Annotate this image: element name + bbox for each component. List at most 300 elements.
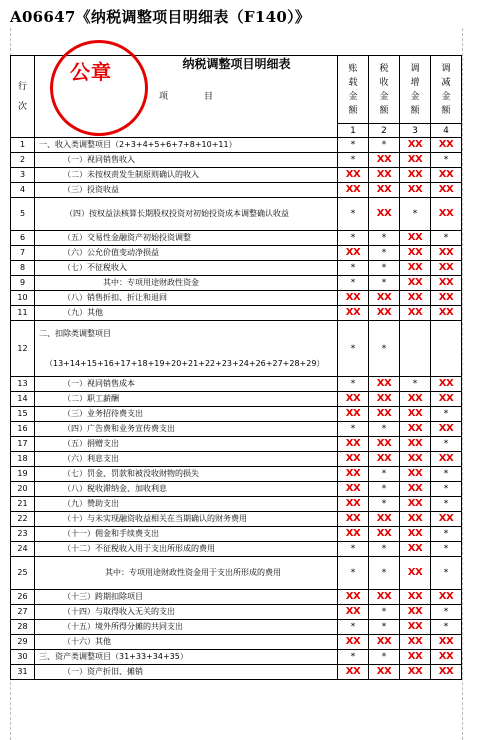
adjust-mark: XX — [438, 636, 454, 647]
row-number: 23 — [11, 527, 35, 542]
row-col-3-mark — [400, 377, 431, 392]
adjust-mark: XX — [407, 453, 423, 464]
table-row — [11, 198, 462, 231]
not-applicable-mark: * — [443, 529, 449, 539]
row-col-3-mark — [400, 590, 431, 605]
row-item-formula: （13+14+15+16+17+18+19+20+21+22+23+24+26+27+28+29） — [45, 358, 325, 368]
table-row — [11, 183, 462, 198]
not-applicable-mark: * — [381, 499, 387, 509]
table-row — [11, 512, 462, 527]
row-col-3-mark — [400, 620, 431, 635]
adjust-mark: XX — [407, 184, 423, 195]
not-applicable-mark: * — [443, 607, 449, 617]
adjust-mark: XX — [407, 139, 423, 150]
row-item-name — [35, 497, 338, 512]
adjust-mark: XX — [438, 378, 454, 389]
adjust-mark: XX — [407, 468, 423, 479]
row-item-label: （三）投资收益 — [63, 185, 119, 194]
row-col-4-mark — [431, 246, 462, 261]
not-applicable-mark: * — [381, 263, 387, 273]
row-col-3-mark — [400, 557, 431, 590]
row-col-2-mark — [369, 590, 400, 605]
not-applicable-mark: * — [381, 278, 387, 288]
adjust-mark: XX — [407, 247, 423, 258]
adjust-mark: XX — [407, 513, 423, 524]
row-item-label: （四）按权益法核算长期股权投资对初始投资成本调整确认收益 — [65, 209, 289, 218]
adjust-mark: XX — [376, 408, 392, 419]
row-col-3-mark — [400, 482, 431, 497]
table-row — [11, 392, 462, 407]
table-row — [11, 467, 462, 482]
row-number: 20 — [11, 482, 35, 497]
row-col-4-mark — [431, 512, 462, 527]
row-col-1-mark — [338, 246, 369, 261]
adjust-mark: XX — [345, 438, 361, 449]
adjust-mark: XX — [376, 393, 392, 404]
row-col-2-mark — [369, 452, 400, 467]
row-col-4-mark — [431, 183, 462, 198]
row-col-4-mark — [431, 605, 462, 620]
row-item-name — [35, 198, 338, 231]
row-col-4-mark — [431, 153, 462, 168]
row-number: 9 — [11, 276, 35, 291]
row-col-3-mark — [400, 246, 431, 261]
row-item-label: （五）捐赠支出 — [63, 439, 119, 448]
row-col-3-mark — [400, 138, 431, 153]
row-item-name — [35, 183, 338, 198]
row-item-label: （一）视同销售收入 — [63, 155, 135, 164]
row-col-3-mark — [400, 467, 431, 482]
row-col-2-mark — [369, 467, 400, 482]
col-number-3: 3 — [400, 124, 431, 138]
not-applicable-mark: * — [350, 544, 356, 554]
adjust-mark: XX — [438, 208, 454, 219]
row-item-label: 其中：专项用途财政性资金 — [103, 278, 199, 287]
adjust-mark: XX — [407, 277, 423, 288]
not-applicable-mark: * — [350, 209, 356, 219]
not-applicable-mark: * — [350, 568, 356, 578]
row-item-label: （十一）佣金和手续费支出 — [63, 529, 159, 538]
row-number: 15 — [11, 407, 35, 422]
adjust-mark: XX — [345, 591, 361, 602]
row-item-name — [35, 542, 338, 557]
adjust-mark: XX — [345, 292, 361, 303]
adjust-mark: XX — [376, 169, 392, 180]
adjust-mark: XX — [407, 232, 423, 243]
row-col-1-mark — [338, 467, 369, 482]
not-applicable-mark: * — [350, 379, 356, 389]
row-item-name — [35, 452, 338, 467]
row-col-2-mark — [369, 168, 400, 183]
adjust-mark: XX — [407, 651, 423, 662]
row-number: 3 — [11, 168, 35, 183]
row-col-1-mark — [338, 650, 369, 665]
row-col-3-mark — [400, 153, 431, 168]
row-col-3-mark — [400, 527, 431, 542]
table-row — [11, 321, 462, 377]
adjust-mark: XX — [345, 498, 361, 509]
row-item-label: （十五）境外所得分摊的共同支出 — [63, 622, 183, 631]
row-col-3-mark — [400, 183, 431, 198]
row-item-name — [35, 605, 338, 620]
adjust-mark: XX — [376, 636, 392, 647]
row-col-2-mark — [369, 377, 400, 392]
not-applicable-mark: * — [381, 607, 387, 617]
not-applicable-mark: * — [381, 622, 387, 632]
row-item-name — [35, 437, 338, 452]
adjust-mark: XX — [438, 393, 454, 404]
row-col-3-mark — [400, 665, 431, 680]
row-col-3-mark — [400, 497, 431, 512]
table-row — [11, 620, 462, 635]
header-col-book: 账 载 金 额 — [338, 56, 369, 124]
row-item-label: 一、收入类调整项目（2+3+4+5+6+7+8+10+11） — [39, 140, 237, 149]
adjust-mark: XX — [376, 307, 392, 318]
row-col-4-mark — [431, 407, 462, 422]
adjust-mark: XX — [376, 453, 392, 464]
adjust-mark: XX — [376, 292, 392, 303]
not-applicable-mark: * — [381, 544, 387, 554]
adjust-mark: XX — [438, 277, 454, 288]
row-col-1-mark — [338, 183, 369, 198]
adjust-mark: XX — [345, 184, 361, 195]
row-item-name — [35, 665, 338, 680]
row-col-2-mark — [369, 246, 400, 261]
row-col-3-mark — [400, 407, 431, 422]
row-col-2-mark — [369, 392, 400, 407]
not-applicable-mark: * — [443, 568, 449, 578]
row-col-2-mark — [369, 542, 400, 557]
row-col-2-mark — [369, 231, 400, 246]
row-col-1-mark — [338, 377, 369, 392]
row-col-3-mark — [400, 198, 431, 231]
row-item-label: （六）公允价值变动净损益 — [63, 248, 159, 257]
row-item-label: （四）广告费和业务宣传费支出 — [63, 424, 175, 433]
not-applicable-mark: * — [443, 409, 449, 419]
adjust-mark: XX — [376, 438, 392, 449]
table-row — [11, 527, 462, 542]
row-item-name — [35, 153, 338, 168]
row-number: 13 — [11, 377, 35, 392]
row-col-4-mark — [431, 452, 462, 467]
table-row — [11, 557, 462, 590]
row-col-3-mark — [400, 452, 431, 467]
adjust-mark: XX — [438, 139, 454, 150]
row-item-label: （六）利息支出 — [63, 454, 119, 463]
adjust-mark: XX — [407, 621, 423, 632]
row-col-2-mark — [369, 437, 400, 452]
adjust-mark: XX — [407, 438, 423, 449]
row-col-1-mark — [338, 407, 369, 422]
row-item-name — [35, 392, 338, 407]
adjust-mark: XX — [438, 307, 454, 318]
row-item-label: （二）未按权责发生制原则确认的收入 — [63, 170, 199, 179]
not-applicable-mark: * — [350, 343, 356, 354]
tax-adjustment-table — [10, 55, 462, 680]
adjust-mark: XX — [376, 513, 392, 524]
col-number-2: 2 — [369, 124, 400, 138]
adjust-mark: XX — [376, 154, 392, 165]
row-number: 12 — [11, 321, 35, 377]
table-row — [11, 605, 462, 620]
row-col-2-mark — [369, 527, 400, 542]
not-applicable-mark: * — [443, 439, 449, 449]
row-col-4-mark — [431, 198, 462, 231]
row-col-4-mark — [431, 650, 462, 665]
not-applicable-mark: * — [350, 278, 356, 288]
table-title: 纳税调整项目明细表 — [182, 57, 291, 71]
adjust-mark: XX — [345, 468, 361, 479]
row-col-2-mark — [369, 261, 400, 276]
row-item-name — [35, 650, 338, 665]
not-applicable-mark: * — [350, 622, 356, 632]
row-col-1-mark — [338, 527, 369, 542]
not-applicable-mark: * — [381, 568, 387, 578]
row-col-3-mark — [400, 512, 431, 527]
row-col-3-mark — [400, 542, 431, 557]
not-applicable-mark: * — [443, 233, 449, 243]
row-item-label: 其中：专项用途财政性资金用于支出所形成的费用 — [105, 568, 281, 577]
not-applicable-mark: * — [381, 484, 387, 494]
row-col-1-mark — [338, 512, 369, 527]
adjust-mark: XX — [376, 528, 392, 539]
adjust-mark: XX — [438, 453, 454, 464]
row-col-4-mark — [431, 306, 462, 321]
row-item-label: （八）销售折扣、折让和退回 — [63, 293, 167, 302]
row-number: 29 — [11, 635, 35, 650]
table-row — [11, 306, 462, 321]
row-col-3-mark — [400, 605, 431, 620]
row-col-4-mark — [431, 138, 462, 153]
adjust-mark: XX — [438, 513, 454, 524]
row-col-4-mark — [431, 321, 462, 377]
not-applicable-mark: * — [350, 233, 356, 243]
row-number: 22 — [11, 512, 35, 527]
row-item-label: （八）税收滞纳金、加收利息 — [63, 484, 167, 493]
row-item-name — [35, 306, 338, 321]
row-col-4-mark — [431, 635, 462, 650]
table-row — [11, 635, 462, 650]
adjust-mark: XX — [376, 666, 392, 677]
row-number: 11 — [11, 306, 35, 321]
row-col-1-mark — [338, 422, 369, 437]
col-number-1: 1 — [338, 124, 369, 138]
table-row — [11, 407, 462, 422]
adjust-mark: XX — [438, 292, 454, 303]
row-col-4-mark — [431, 291, 462, 306]
row-col-2-mark — [369, 306, 400, 321]
row-col-3-mark — [400, 321, 431, 377]
row-col-2-mark — [369, 665, 400, 680]
row-item-label: （九）其他 — [63, 308, 103, 317]
adjust-mark: XX — [376, 378, 392, 389]
row-col-2-mark — [369, 407, 400, 422]
row-col-4-mark — [431, 437, 462, 452]
row-col-3-mark — [400, 392, 431, 407]
row-item-name — [35, 321, 338, 377]
adjust-mark: XX — [407, 543, 423, 554]
row-col-2-mark — [369, 153, 400, 168]
not-applicable-mark: * — [443, 622, 449, 632]
row-col-1-mark — [338, 261, 369, 276]
row-col-4-mark — [431, 482, 462, 497]
row-col-2-mark — [369, 650, 400, 665]
row-item-name — [35, 557, 338, 590]
adjust-mark: XX — [345, 666, 361, 677]
row-col-3-mark — [400, 276, 431, 291]
row-col-2-mark — [369, 276, 400, 291]
official-seal — [50, 40, 148, 136]
not-applicable-mark: * — [381, 343, 387, 354]
row-item-name — [35, 231, 338, 246]
row-item-name — [35, 590, 338, 605]
row-number: 18 — [11, 452, 35, 467]
row-col-4-mark — [431, 392, 462, 407]
row-number: 5 — [11, 198, 35, 231]
adjust-mark: XX — [407, 483, 423, 494]
adjust-mark: XX — [345, 606, 361, 617]
adjust-mark: XX — [438, 247, 454, 258]
row-col-2-mark — [369, 620, 400, 635]
row-col-1-mark — [338, 168, 369, 183]
row-col-2-mark — [369, 635, 400, 650]
row-number: 24 — [11, 542, 35, 557]
not-applicable-mark: * — [443, 499, 449, 509]
row-item-label: （一）资产折旧、摊销 — [63, 667, 143, 676]
row-col-1-mark — [338, 437, 369, 452]
adjust-mark: XX — [345, 636, 361, 647]
adjust-mark: XX — [376, 184, 392, 195]
row-item-label: （十）与未实现融资收益相关在当期确认的财务费用 — [63, 514, 247, 523]
adjust-mark: XX — [407, 393, 423, 404]
row-col-1-mark — [338, 392, 369, 407]
adjust-mark: XX — [407, 498, 423, 509]
row-col-3-mark — [400, 306, 431, 321]
table-row — [11, 231, 462, 246]
not-applicable-mark: * — [381, 469, 387, 479]
row-item-label: （十二）不征税收入用于支出所形成的费用 — [63, 544, 215, 553]
row-col-1-mark — [338, 542, 369, 557]
row-item-label: （二）职工薪酬 — [63, 394, 119, 403]
row-col-1-mark — [338, 306, 369, 321]
row-number: 2 — [11, 153, 35, 168]
adjust-mark: XX — [438, 591, 454, 602]
adjust-mark: XX — [345, 483, 361, 494]
row-col-3-mark — [400, 650, 431, 665]
row-col-1-mark — [338, 138, 369, 153]
not-applicable-mark: * — [443, 469, 449, 479]
table-row — [11, 422, 462, 437]
adjust-mark: XX — [407, 591, 423, 602]
row-col-4-mark — [431, 590, 462, 605]
adjust-mark: XX — [345, 247, 361, 258]
table-row — [11, 542, 462, 557]
row-number: 28 — [11, 620, 35, 635]
row-number: 26 — [11, 590, 35, 605]
table-row — [11, 291, 462, 306]
not-applicable-mark: * — [412, 379, 418, 389]
adjust-mark: XX — [345, 408, 361, 419]
row-col-4-mark — [431, 168, 462, 183]
row-item-name — [35, 527, 338, 542]
adjust-mark: XX — [407, 567, 423, 578]
table-row — [11, 138, 462, 153]
adjust-mark: XX — [345, 453, 361, 464]
row-col-2-mark — [369, 557, 400, 590]
adjust-mark: XX — [407, 154, 423, 165]
row-col-2-mark — [369, 497, 400, 512]
row-number: 10 — [11, 291, 35, 306]
not-applicable-mark: * — [350, 424, 356, 434]
adjust-mark: XX — [438, 423, 454, 434]
row-col-1-mark — [338, 665, 369, 680]
row-number: 27 — [11, 605, 35, 620]
row-col-1-mark — [338, 590, 369, 605]
row-col-1-mark — [338, 321, 369, 377]
not-applicable-mark: * — [412, 209, 418, 219]
adjust-mark: XX — [345, 393, 361, 404]
table-row — [11, 261, 462, 276]
row-number: 25 — [11, 557, 35, 590]
row-item-label: （七）不征税收入 — [63, 263, 127, 272]
official-seal-text: 公章 — [70, 60, 112, 84]
row-col-2-mark — [369, 291, 400, 306]
not-applicable-mark: * — [350, 140, 356, 150]
row-col-1-mark — [338, 635, 369, 650]
row-number: 7 — [11, 246, 35, 261]
row-col-4-mark — [431, 422, 462, 437]
row-number: 16 — [11, 422, 35, 437]
adjust-mark: XX — [376, 208, 392, 219]
row-col-2-mark — [369, 138, 400, 153]
row-col-4-mark — [431, 665, 462, 680]
not-applicable-mark: * — [443, 484, 449, 494]
adjust-mark: XX — [376, 591, 392, 602]
adjust-mark: XX — [407, 307, 423, 318]
adjust-mark: XX — [407, 666, 423, 677]
adjust-mark: XX — [407, 408, 423, 419]
row-col-2-mark — [369, 198, 400, 231]
adjust-mark: XX — [438, 262, 454, 273]
row-col-1-mark — [338, 291, 369, 306]
header-col-decrease: 调 减 金 额 — [431, 56, 462, 124]
row-item-name — [35, 377, 338, 392]
row-item-label: （五）交易性金融资产初始投资调整 — [63, 233, 191, 242]
table-row — [11, 650, 462, 665]
row-number: 1 — [11, 138, 35, 153]
header-col-tax: 税 收 金 额 — [369, 56, 400, 124]
row-col-4-mark — [431, 467, 462, 482]
table-row — [11, 153, 462, 168]
not-applicable-mark: * — [350, 155, 356, 165]
table-row — [11, 452, 462, 467]
row-col-3-mark — [400, 635, 431, 650]
row-item-name — [35, 422, 338, 437]
not-applicable-mark: * — [443, 544, 449, 554]
row-col-3-mark — [400, 437, 431, 452]
adjust-mark: XX — [407, 169, 423, 180]
row-item-name — [35, 620, 338, 635]
not-applicable-mark: * — [381, 652, 387, 662]
row-item-label: （九）赞助支出 — [63, 499, 119, 508]
row-col-3-mark — [400, 231, 431, 246]
row-item-label: （七）罚金、罚款和被没收财物的损失 — [63, 469, 199, 478]
not-applicable-mark: * — [381, 140, 387, 150]
row-item-name — [35, 635, 338, 650]
row-col-3-mark — [400, 291, 431, 306]
row-col-4-mark — [431, 542, 462, 557]
row-number: 8 — [11, 261, 35, 276]
